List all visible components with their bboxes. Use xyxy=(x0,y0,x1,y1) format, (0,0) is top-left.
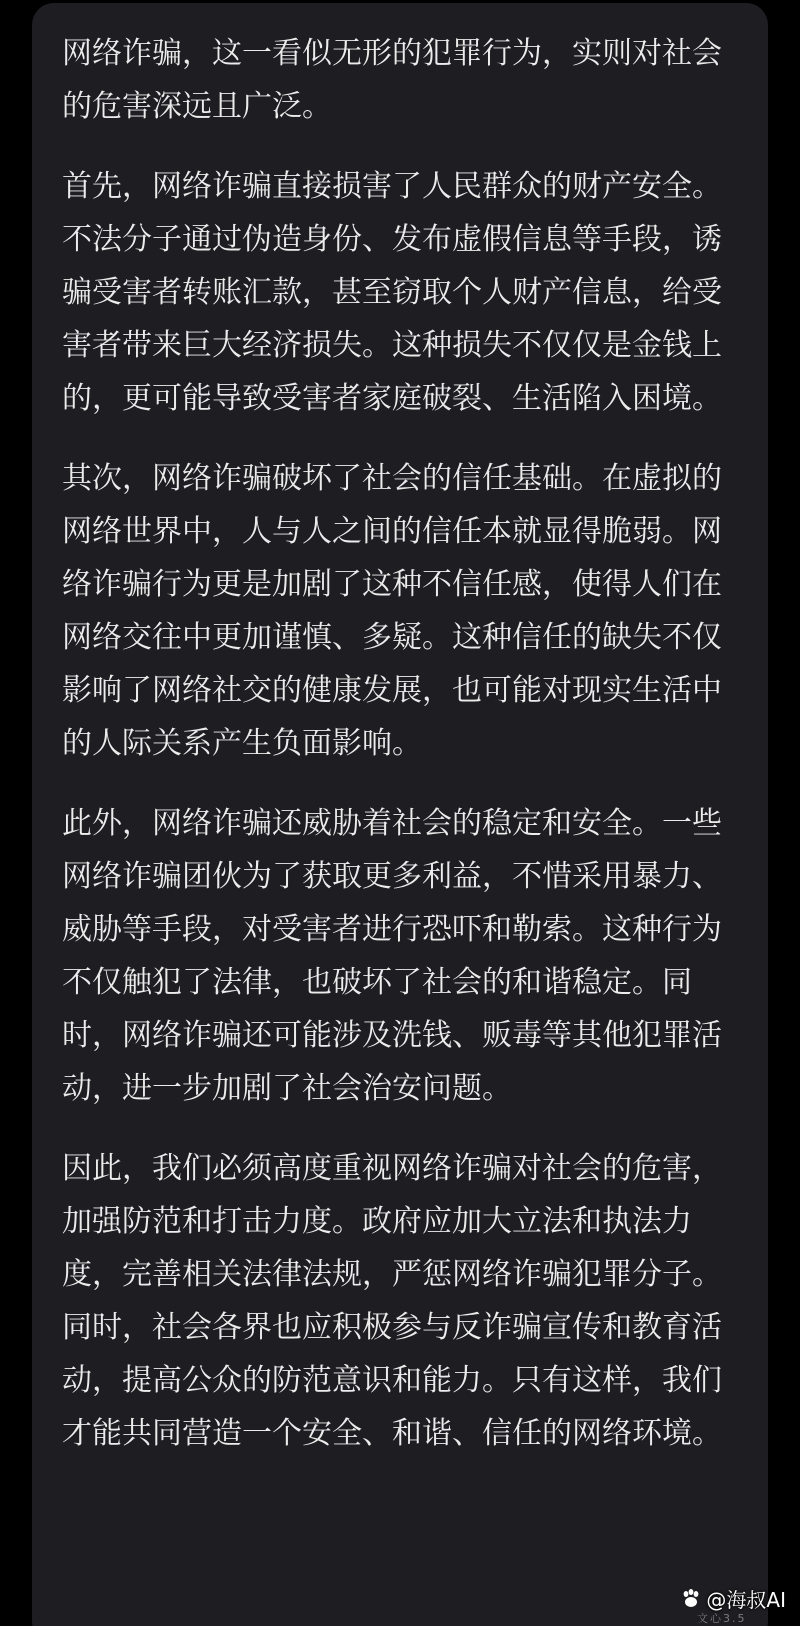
response-paragraph-stability: 此外，网络诈骗还威胁着社会的稳定和安全。一些网络诈骗团伙为了获取更多利益，不惜采用暴力、威胁等手段，对受害者进行恐吓和勒索。这种行为不仅触犯了法律，也破坏了社会的和谐稳定。同时，网络诈骗还可能涉及洗钱、贩毒等其他犯罪活动，进一步加剧了社会治安问题。 xyxy=(62,806,722,1106)
response-paragraph-intro: 网络诈骗，这一看似无形的犯罪行为，实则对社会的危害深远且广泛。 xyxy=(62,36,722,124)
paw-logo-icon xyxy=(680,1588,702,1610)
ai-response-bubble xyxy=(32,3,768,1626)
response-paragraph-property: 首先，网络诈骗直接损害了人民群众的财产安全。不法分子通过伪造身份、发布虚假信息等手段，诱骗受害者转账汇款，甚至窃取个人财产信息，给受害者带来巨大经济损失。这种损失不仅仅是金钱上的，更可能导致受害者家庭破裂、生活陷入困境。 xyxy=(62,169,722,416)
response-paragraph-trust: 其次，网络诈骗破坏了社会的信任基础。在虚拟的网络世界中，人与人之间的信任本就显得脆弱。网络诈骗行为更是加剧了这种不信任感，使得人们在网络交往中更加谨慎、多疑。这种信任的缺失不仅影响了网络社交的健康发展，也可能对现实生活中的人际关系产生负面影响。 xyxy=(62,461,722,761)
author-watermark xyxy=(680,1584,786,1613)
watermark-text: @海叔AI xyxy=(706,1588,786,1612)
response-paragraph-conclusion: 因此，我们必须高度重视网络诈骗对社会的危害，加强防范和打击力度。政府应加大立法和执法力度，完善相关法律法规，严惩网络诈骗犯罪分子。同时，社会各界也应积极参与反诈骗宣传和教育活动，提高公众的防范意识和能力。只有这样，我们才能共同营造一个安全、和谐、信任的网络环境。 xyxy=(62,1151,722,1451)
model-version-tag: 文心3.5 xyxy=(697,1612,747,1625)
